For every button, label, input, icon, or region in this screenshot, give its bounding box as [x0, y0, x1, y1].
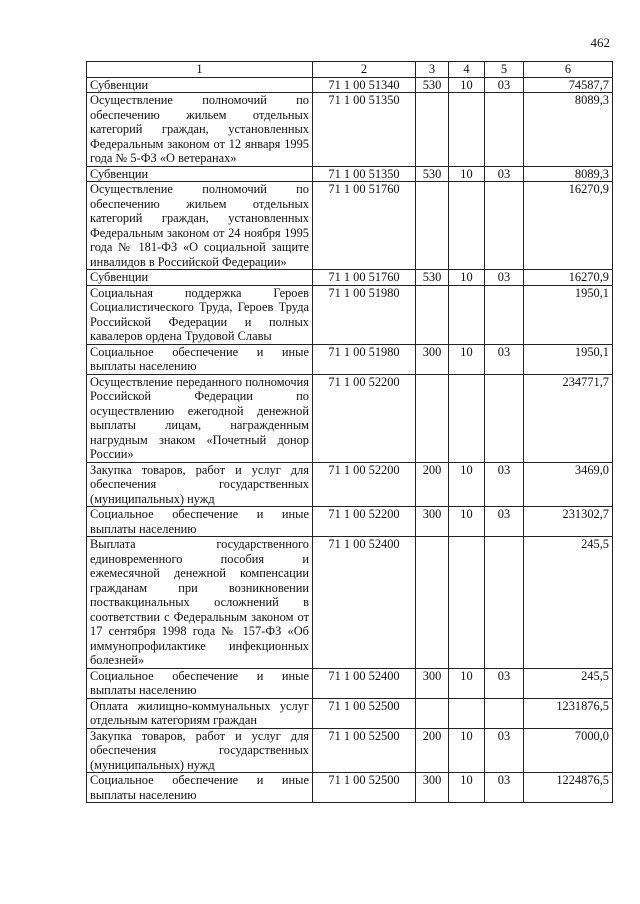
row-amount-cell: 3469,0: [524, 462, 613, 507]
row-code-cell: 71 1 00 51760: [313, 182, 416, 270]
column-header-2: 2: [313, 62, 416, 78]
row-subsection-cell: 03: [485, 507, 524, 537]
row-amount-cell: 245,5: [524, 668, 613, 698]
row-section-cell: [449, 374, 485, 462]
column-header-1: 1: [87, 62, 313, 78]
row-type-cell: 300: [416, 668, 449, 698]
row-type-cell: 300: [416, 507, 449, 537]
row-amount-cell: 74587,7: [524, 77, 613, 93]
column-header-5: 5: [485, 62, 524, 78]
table-row: [87, 462, 613, 507]
row-name-cell: Социальное обеспечение и иные выплаты населению: [87, 507, 313, 537]
table-row: [87, 507, 613, 537]
row-name-cell: Выплата государственного единовременного пособия и ежемесячной денежной компенсации гражданам при возникновении поствакцинальных осложнений в соответствии с Федеральным законом от 17 сентября 1998 года № 157-ФЗ «Об иммунопрофилактике инфекционных болезней»: [87, 537, 313, 669]
row-amount-cell: 234771,7: [524, 374, 613, 462]
row-code-cell: 71 1 00 51980: [313, 344, 416, 374]
row-section-cell: [449, 285, 485, 344]
row-code-cell: 71 1 00 52200: [313, 374, 416, 462]
row-amount-cell: 1224876,5: [524, 773, 613, 803]
table-header-row: [87, 62, 613, 78]
row-type-cell: [416, 537, 449, 669]
row-amount-cell: 1950,1: [524, 285, 613, 344]
row-amount-cell: 16270,9: [524, 182, 613, 270]
row-code-cell: 71 1 00 51350: [313, 93, 416, 167]
row-amount-cell: 7000,0: [524, 728, 613, 773]
column-header-3: 3: [416, 62, 449, 78]
row-code-cell: 71 1 00 52200: [313, 507, 416, 537]
row-subsection-cell: 03: [485, 344, 524, 374]
row-code-cell: 71 1 00 51980: [313, 285, 416, 344]
row-type-cell: 300: [416, 344, 449, 374]
row-section-cell: 10: [449, 166, 485, 182]
row-type-cell: 200: [416, 728, 449, 773]
row-section-cell: [449, 93, 485, 167]
row-code-cell: 71 1 00 52500: [313, 728, 416, 773]
row-amount-cell: 1950,1: [524, 344, 613, 374]
row-section-cell: 10: [449, 507, 485, 537]
row-type-cell: [416, 285, 449, 344]
row-code-cell: 71 1 00 52200: [313, 462, 416, 507]
row-amount-cell: 1231876,5: [524, 698, 613, 728]
row-subsection-cell: 03: [485, 166, 524, 182]
table-row: [87, 668, 613, 698]
row-subsection-cell: 03: [485, 270, 524, 286]
row-subsection-cell: 03: [485, 728, 524, 773]
column-header-6: 6: [524, 62, 613, 78]
row-name-cell: Субвенции: [87, 77, 313, 93]
table-row: [87, 728, 613, 773]
page-number: 462: [590, 35, 610, 50]
row-subsection-cell: [485, 182, 524, 270]
row-section-cell: 10: [449, 773, 485, 803]
row-name-cell: Закупка товаров, работ и услуг для обеспечения государственных (муниципальных) нужд: [87, 462, 313, 507]
row-name-cell: Осуществление полномочий по обеспечению жильем отдельных категорий граждан, установленных Федеральным законом от 12 января 1995 года № 5-ФЗ «О ветеранах»: [87, 93, 313, 167]
row-name-cell: Социальная поддержка Героев Социалистического Труда, Героев Труда Российской Федерации и полных кавалеров ордена Трудовой Славы: [87, 285, 313, 344]
row-subsection-cell: 03: [485, 77, 524, 93]
row-subsection-cell: 03: [485, 668, 524, 698]
row-name-cell: Осуществление переданного полномочия Российской Федерации по осуществлению ежегодной денежной выплаты лицам, награжденным нагрудным знаком «Почетный донор России»: [87, 374, 313, 462]
row-amount-cell: 8089,3: [524, 166, 613, 182]
table-body: [87, 62, 613, 803]
column-header-4: 4: [449, 62, 485, 78]
table-row: [87, 698, 613, 728]
budget-table: [86, 61, 613, 803]
row-type-cell: [416, 182, 449, 270]
row-name-cell: Субвенции: [87, 270, 313, 286]
row-name-cell: Социальное обеспечение и иные выплаты населению: [87, 773, 313, 803]
row-type-cell: 200: [416, 462, 449, 507]
row-type-cell: 530: [416, 166, 449, 182]
row-code-cell: 71 1 00 51340: [313, 77, 416, 93]
row-section-cell: 10: [449, 668, 485, 698]
row-type-cell: [416, 93, 449, 167]
row-code-cell: 71 1 00 52500: [313, 698, 416, 728]
row-type-cell: 530: [416, 77, 449, 93]
row-name-cell: Осуществление полномочий по обеспечению жильем отдельных категорий граждан, установленных Федеральным законом от 24 ноября 1995 года № 181-ФЗ «О социальной защите инвалидов в Российской Федерации»: [87, 182, 313, 270]
row-name-cell: Субвенции: [87, 166, 313, 182]
row-code-cell: 71 1 00 52500: [313, 773, 416, 803]
row-amount-cell: 231302,7: [524, 507, 613, 537]
table-row: [87, 93, 613, 167]
row-amount-cell: 245,5: [524, 537, 613, 669]
row-subsection-cell: [485, 374, 524, 462]
row-type-cell: 300: [416, 773, 449, 803]
row-amount-cell: 8089,3: [524, 93, 613, 167]
row-name-cell: Социальное обеспечение и иные выплаты населению: [87, 344, 313, 374]
row-section-cell: [449, 182, 485, 270]
table-row: [87, 537, 613, 669]
row-section-cell: 10: [449, 728, 485, 773]
row-code-cell: 71 1 00 51350: [313, 166, 416, 182]
row-amount-cell: 16270,9: [524, 270, 613, 286]
row-name-cell: Оплата жилищно-коммунальных услуг отдельным категориям граждан: [87, 698, 313, 728]
row-section-cell: 10: [449, 270, 485, 286]
row-code-cell: 71 1 00 52400: [313, 668, 416, 698]
row-code-cell: 71 1 00 52400: [313, 537, 416, 669]
row-name-cell: Социальное обеспечение и иные выплаты населению: [87, 668, 313, 698]
row-section-cell: [449, 537, 485, 669]
row-section-cell: [449, 698, 485, 728]
row-name-cell: Закупка товаров, работ и услуг для обеспечения государственных (муниципальных) нужд: [87, 728, 313, 773]
row-type-cell: [416, 374, 449, 462]
table-row: [87, 77, 613, 93]
row-subsection-cell: [485, 698, 524, 728]
row-subsection-cell: [485, 285, 524, 344]
row-section-cell: 10: [449, 344, 485, 374]
row-subsection-cell: 03: [485, 462, 524, 507]
row-subsection-cell: [485, 537, 524, 669]
table-row: [87, 182, 613, 270]
row-subsection-cell: [485, 93, 524, 167]
table-row: [87, 344, 613, 374]
table-row: [87, 285, 613, 344]
row-type-cell: [416, 698, 449, 728]
row-code-cell: 71 1 00 51760: [313, 270, 416, 286]
row-section-cell: 10: [449, 462, 485, 507]
table-row: [87, 270, 613, 286]
table-row: [87, 166, 613, 182]
table-row: [87, 374, 613, 462]
table-row: [87, 773, 613, 803]
row-type-cell: 530: [416, 270, 449, 286]
row-subsection-cell: 03: [485, 773, 524, 803]
row-section-cell: 10: [449, 77, 485, 93]
